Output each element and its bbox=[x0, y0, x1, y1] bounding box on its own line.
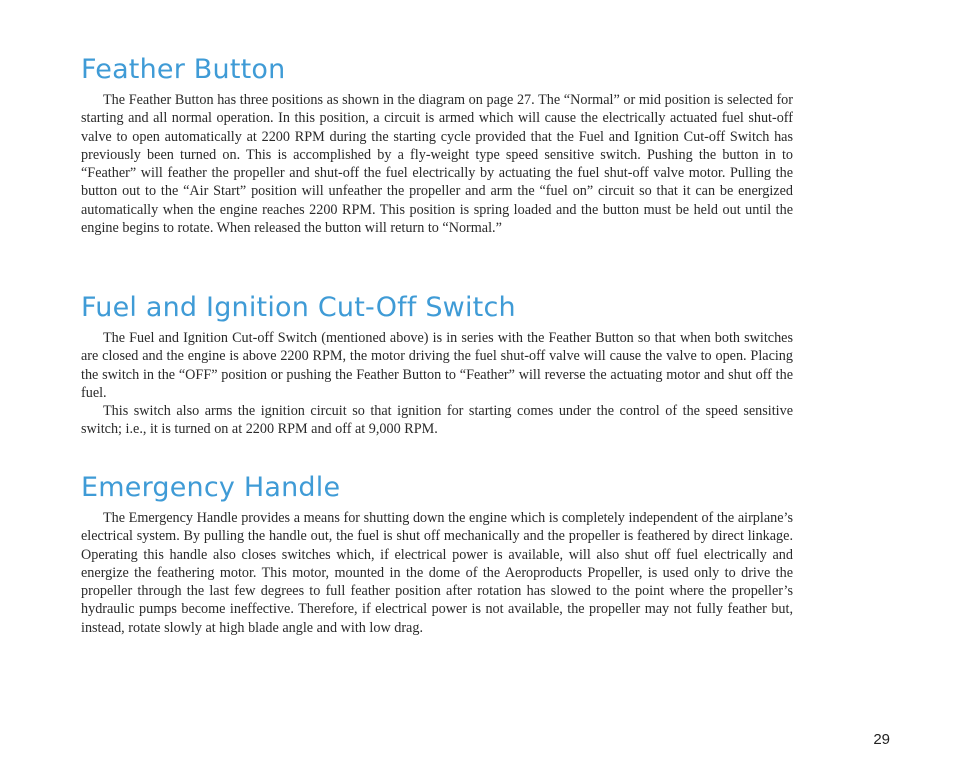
section-heading: Feather Button bbox=[81, 54, 286, 85]
section-emergency-handle bbox=[81, 472, 793, 637]
section-paragraph: The Fuel and Ignition Cut-off Switch (mentioned above) is in series with the Feather Button so that when both switches are closed and the engine is above 2200 RPM, the motor driving the fuel shut-off valve will cause the valve to open. Placing the switch in the “OFF” position or pushing the Feather Button to “Feather” will reverse the actuating motor and shut off the fuel. bbox=[81, 330, 793, 401]
page-number: 29 bbox=[873, 731, 890, 748]
section-fuel-ignition-switch bbox=[81, 292, 793, 439]
section-paragraph: The Emergency Handle provides a means for shutting down the engine which is completely independent of the airplane’s electrical system. By pulling the handle out, the fuel is shut off mechanically and the propeller is feathered by direct linkage. Operating this handle also closes switches which, if electrical power is available, will also shut off fuel electrically and energize the feathering motor. This motor, mounted in the dome of the Aeroproducts Propeller, is used only to drive the propeller through the last few degrees to full feather position after rotation has slowed to the point where the propeller’s hydraulic pumps become ineffective. Therefore, if electrical power is not available, the propeller may not fully feather but, instead, rotate slowly at high blade angle and with low drag. bbox=[81, 510, 793, 636]
section-paragraph: The Feather Button has three positions as shown in the diagram on page 27. The “Normal” or mid position is selected for starting and all normal operation. In this position, a circuit is armed which will cause the electrically actuated fuel shut-off valve to open automatically at 2200 RPM during the starting cycle provided that the Fuel and Ignition Cut-off Switch has previously been turned on. This is accomplished by a fly-weight type speed sensitive switch. Pushing the button in to “Feather” will feather the propeller and shut-off the fuel electrically by actuating the fuel shut-off valve motor. Pulling the button out to the “Air Start” position will unfeather the propeller and arm the “fuel on” circuit so that it can be energized automatically when the engine reaches 2200 RPM. This position is spring loaded and the button must be held out until the engine begins to rotate. When released the button will return to “Normal.” bbox=[81, 92, 793, 237]
section-feather-button bbox=[81, 54, 793, 237]
section-paragraph: This switch also arms the ignition circuit so that ignition for starting comes under the control of the speed sensitive switch; i.e., it is turned on at 2200 RPM and off at 9,000 RPM. bbox=[81, 403, 793, 438]
section-heading: Fuel and Ignition Cut-Off Switch bbox=[81, 292, 516, 323]
section-heading: Emergency Handle bbox=[81, 472, 341, 503]
